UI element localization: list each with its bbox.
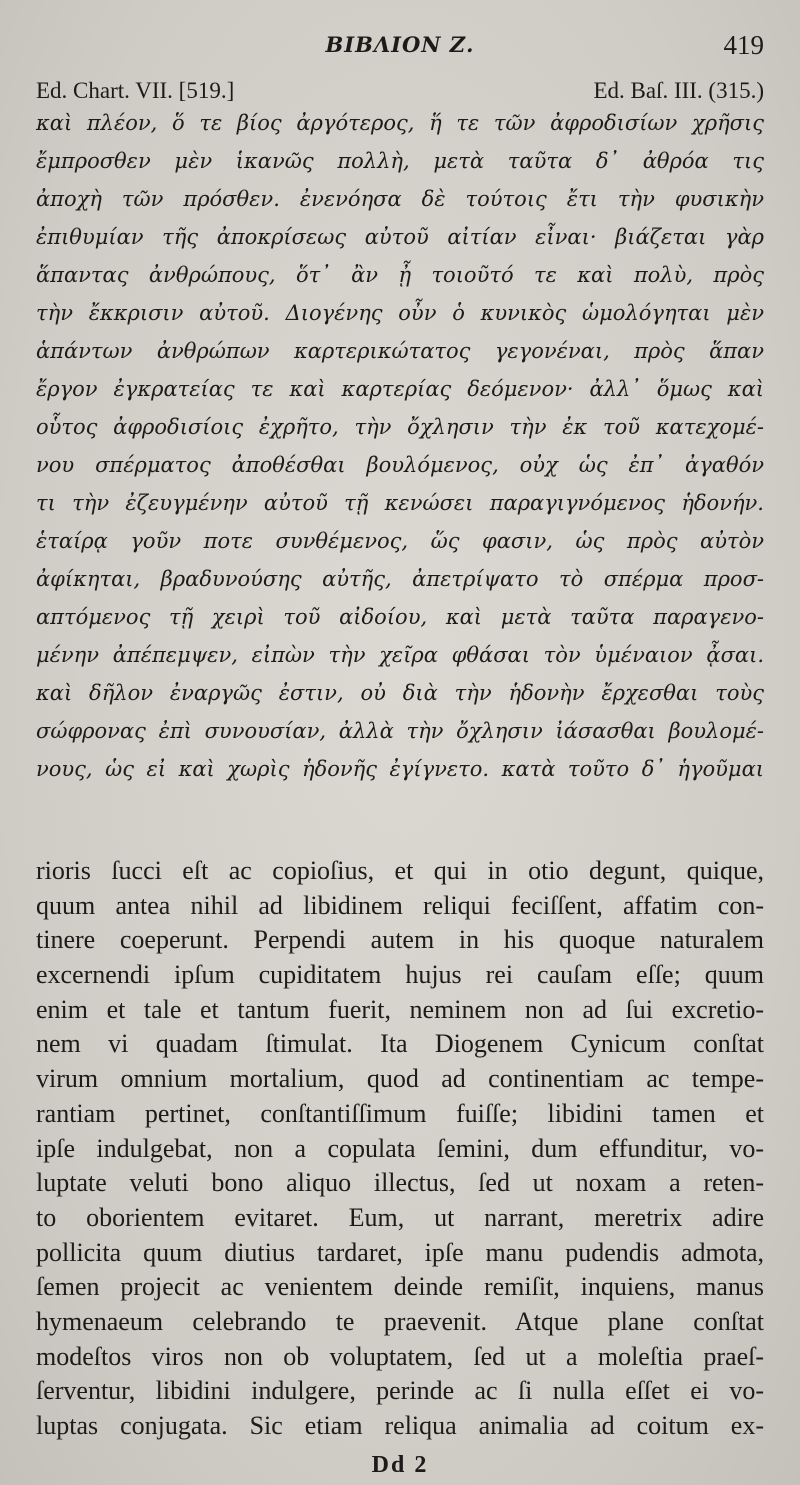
signature-mark: Dd 2 <box>371 1451 429 1478</box>
latin-line: hymenaeum celebrando te praevenit. Atque plane conſtat <box>36 1306 764 1336</box>
latin-text-block <box>36 854 764 1444</box>
latin-line: ſemen projecit ac venientem deinde remiſit, inquiens, manus <box>36 1272 764 1302</box>
latin-line: quum antea nihil ad libidinem reliqui feciſſent, affatim con- <box>36 890 764 920</box>
greek-text-block <box>36 104 764 788</box>
greek-line: ἀφίκηται, βραδυνούσης αὐτῆς, ἀπετρίψατο τὸ σπέρμα προσ- <box>36 567 764 591</box>
greek-line: ἀποχὴ τῶν πρόσθεν. ἐνενόησα δὲ τούτοις ἔτι τὴν φυσικὴν <box>36 187 764 211</box>
greek-line: νου σπέρματος ἀποθέσθαι βουλόμενος, οὐχ ὡς ἐπ᾽ ἀγαθόν <box>36 453 764 477</box>
running-title: ΒΙΒΛΙΟΝ Ζ. <box>325 32 475 57</box>
greek-line: ἑταίρᾳ γοῦν ποτε συνθέμενος, ὥς φασιν, ὡς πρὸς αὐτὸν <box>36 529 764 553</box>
greek-line: μένην ἀπέπεμψεν, εἰπὼν τὴν χεῖρα φθάσαι τὸν ὑμέναιον ᾆσαι. <box>36 643 764 667</box>
latin-line: nem vi quadam ſtimulat. Ita Diogenem Cynicum conſtat <box>36 1029 764 1059</box>
greek-line: τι τὴν ἐζευγμένην αὐτοῦ τῇ κενώσει παραγιγνόμενος ἡδονήν. <box>36 491 764 515</box>
latin-line: to oborientem evitaret. Eum, ut narrant, meretrix adire <box>36 1202 764 1232</box>
edition-reference-line <box>36 76 764 106</box>
greek-line: ἔργον ἐγκρατείας τε καὶ καρτερίας δεόμενον· ἀλλ᾽ ὅμως καὶ <box>36 377 764 401</box>
greek-line: ἁπάντων ἀνθρώπων καρτερικώτατος γεγονέναι, πρὸς ἅπαν <box>36 339 764 363</box>
greek-line: ἔμπροσθεν μὲν ἱκανῶς πολλὴ, μετὰ ταῦτα δ᾽ ἀθρόα τις <box>36 149 764 173</box>
greek-line: οὗτος ἀφροδισίοις ἐχρῆτο, τὴν ὄχλησιν τὴν ἐκ τοῦ κατεχομέ- <box>36 415 764 439</box>
greek-line: καὶ πλέον, ὅ τε βίος ἀργότερος, ἥ τε τῶν ἀφροδισίων χρῆσις <box>36 111 764 135</box>
latin-line: rioris ſucci eſt ac copioſius, et qui in otio degunt, quique, <box>36 856 764 885</box>
latin-line: excernendi ipſum cupiditatem hujus rei cauſam eſſe; quum <box>36 960 764 990</box>
latin-line: virum omnium mortalium, quod ad continentiam ac tempe- <box>36 1064 764 1094</box>
running-head <box>36 0 764 62</box>
column-gap <box>36 788 764 854</box>
greek-line: νους, ὡς εἰ καὶ χωρὶς ἡδονῆς ἐγίγνετο. κατὰ τοῦτο δ᾽ ἡγοῦμαι <box>36 757 764 781</box>
edition-chart-reference: Ed. Chart. VII. [519.] <box>36 78 235 103</box>
latin-line: rantiam pertinet, conſtantiſſimum fuiſſe; libidini tamen et <box>36 1098 764 1128</box>
latin-line: luptate veluti bono aliquo illectus, ſed ut noxam a reten- <box>36 1168 764 1198</box>
latin-line: pollicita quum diutius tardaret, ipſe manu pudendis admota, <box>36 1237 764 1267</box>
page-number: 419 <box>723 30 764 60</box>
latin-line: ipſe indulgebat, non a copulata ſemini, dum effunditur, vo- <box>36 1133 764 1163</box>
greek-line: ἅπαντας ἀνθρώπους, ὅτ᾽ ἂν ᾖ τοιοῦτό τε καὶ πολὺ, πρὸς <box>36 263 764 287</box>
latin-line: luptas conjugata. Sic etiam reliqua animalia ad coitum ex- <box>36 1411 764 1440</box>
greek-line: καὶ δῆλον ἐναργῶς ἐστιν, οὐ διὰ τὴν ἡδονὴν ἔρχεσθαι τοὺς <box>36 681 764 705</box>
greek-line: απτόμενος τῇ χειρὶ τοῦ αἰδοίου, καὶ μετὰ ταῦτα παραγενο- <box>36 605 764 629</box>
greek-line: σώφρονας ἐπὶ συνουσίαν, ἀλλὰ τὴν ὄχλησιν ἰάσασθαι βουλομέ- <box>36 719 764 743</box>
latin-line: modeſtos viros non ob voluptatem, ſed ut a moleſtia praeſ- <box>36 1341 764 1371</box>
latin-line: ſerventur, libidini indulgere, perinde ac ſi nulla eſſet ei vo- <box>36 1376 764 1406</box>
edition-basel-reference: Ed. Baſ. III. (315.) <box>593 78 764 103</box>
greek-line: ἐπιθυμίαν τῆς ἀποκρίσεως αὐτοῦ αἰτίαν εἶναι· βιάζεται γὰρ <box>36 225 764 249</box>
latin-line: tinere coeperunt. Perpendi autem in his quoque naturalem <box>36 925 764 955</box>
greek-line: τὴν ἔκκρισιν αὐτοῦ. Διογένης οὖν ὁ κυνικὸς ὡμολόγηται μὲν <box>36 301 764 325</box>
latin-line: enim et tale et tantum fuerit, neminem non ad ſui excretio- <box>36 994 764 1024</box>
